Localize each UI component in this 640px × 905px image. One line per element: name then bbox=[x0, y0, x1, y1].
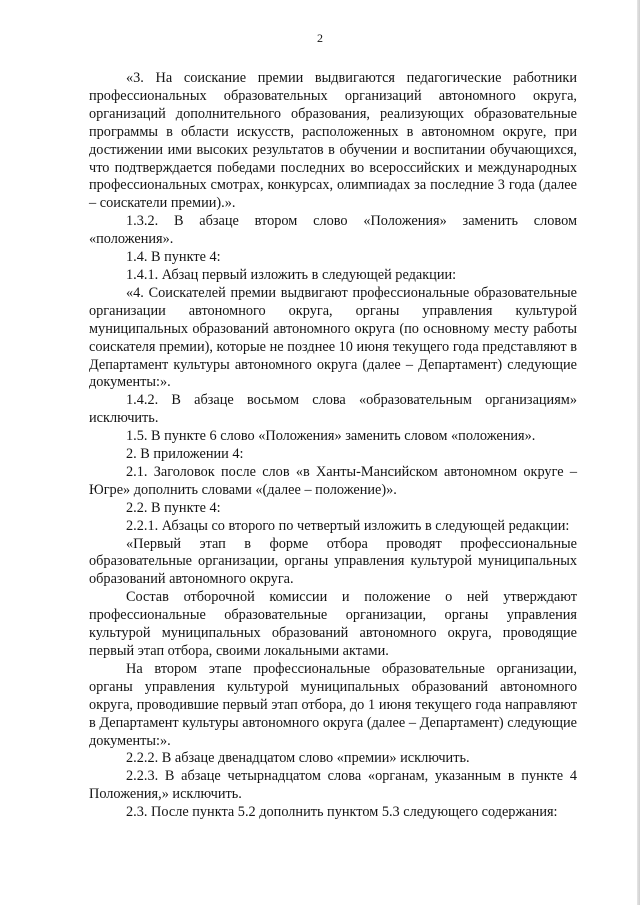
document-body bbox=[89, 70, 577, 822]
paragraph-1-4: 1.4. В пункте 4: bbox=[126, 249, 221, 266]
paragraph-1-4-1: 1.4.1. Абзац первый изложить в следующей редакции: bbox=[126, 266, 457, 283]
paragraph-item-3: «3. На соискание премии выдвигаются педагогические работники профессиональных образовательных организаций автономного округа, организаций дополнительного образования, реализующих образовательные программы в области искусств, расположенных в автономном округе, при достижении ими высоких результатов в обучении и воспитании обучающихся, что подтверждается победами последних во всероссийских и международных профессиональных смотрах, конкурсах, олимпиадах за последние 3 года (далее – соискатели премии).». bbox=[89, 70, 577, 212]
paragraph-2-2-2: 2.2.2. В абзаце двенадцатом слово «премии» исключить. bbox=[126, 750, 470, 767]
paragraph-2-3: 2.3. После пункта 5.2 дополнить пунктом 5.3 следующего содержания: bbox=[126, 804, 558, 821]
paragraph-commission: Состав отборочной комиссии и положение о ней утверждают профессиональные образовательные организации, органы управления культурой муниципальных образований автономного округа, проводящие первый этап отбора, своими локальными актами. bbox=[89, 589, 577, 659]
paragraph-item-4: «4. Соискателей премии выдвигают профессиональные образовательные организации автономного округа, органы управления культурой муниципальных образований автономного округа (по основному месту работы соискателя премии), которые не позднее 10 июня текущего года представляют в Департамент культуры автономного округа (далее – Департамент) следующие документы:». bbox=[89, 284, 577, 391]
paragraph-1-4-2: 1.4.2. В абзаце восьмом слова «образовательным организациям» исключить. bbox=[89, 392, 577, 427]
paragraph-second-stage: На втором этапе профессиональные образовательные организации, органы управления культурой муниципальных образований автономного округа, проводившие первый этап отбора, до 1 июня текущего года направляют в Департамент культуры автономного округа (далее – Департамент) следующие документы:». bbox=[89, 660, 577, 749]
paragraph-2-2-3: 2.2.3. В абзаце четырнадцатом слова «органам, указанным в пункте 4 Положения,» исключить. bbox=[89, 768, 577, 803]
paragraph-1-3-2: 1.3.2. В абзаце втором слово «Положения» заменить словом «положения». bbox=[89, 213, 577, 248]
paragraph-2: 2. В приложении 4: bbox=[126, 446, 244, 463]
paragraph-first-stage: «Первый этап в форме отбора проводят профессиональные образовательные организации, органы управления культурой муниципальных образований автономного округа. bbox=[89, 535, 577, 588]
paragraph-2-2-1: 2.2.1. Абзацы со второго по четвертый изложить в следующей редакции: bbox=[126, 517, 570, 534]
paragraph-1-5: 1.5. В пункте 6 слово «Положения» заменить словом «положения». bbox=[126, 428, 536, 445]
paragraph-2-1: 2.1. Заголовок после слов «в Ханты-Мансийском автономном округе – Югре» дополнить словами «(далее – положение)». bbox=[89, 463, 577, 498]
paragraph-2-2: 2.2. В пункте 4: bbox=[126, 499, 221, 516]
page-number: 2 bbox=[317, 31, 323, 45]
